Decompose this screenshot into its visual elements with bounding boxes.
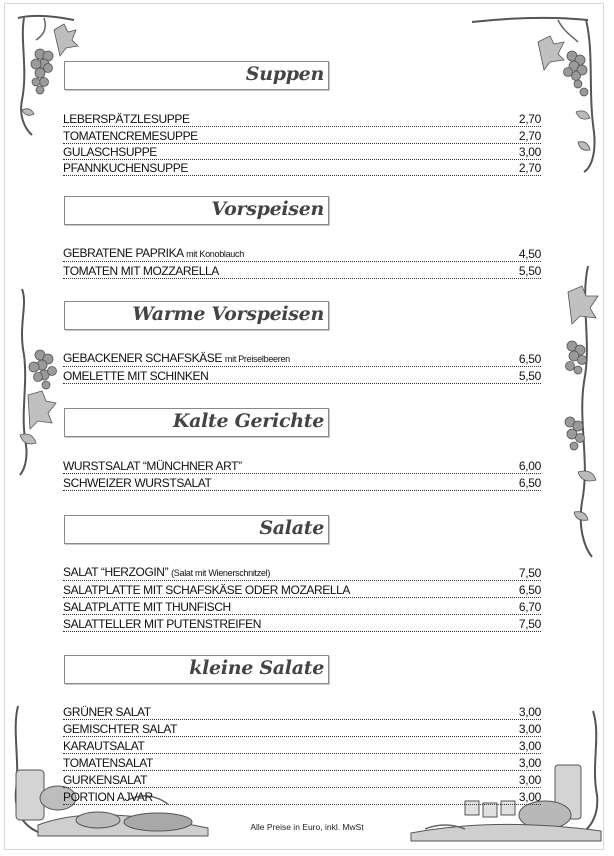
- menu-item-price: 6,70: [518, 600, 541, 614]
- menu-item-row: [63, 703, 541, 720]
- menu-item-name: [63, 246, 244, 261]
- menu-item-price: 3,00: [518, 790, 541, 804]
- section-title: Salate: [259, 517, 324, 539]
- section-header-box: [64, 61, 329, 90]
- menu-item-price: 2,70: [518, 129, 541, 143]
- menu-item-name: SCHWEIZER WURSTSALAT: [63, 476, 212, 490]
- menu-item-name: TOMATENCREMESUPPE: [63, 129, 198, 143]
- menu-item-row: [63, 367, 541, 384]
- menu-item-price: 6,50: [518, 583, 541, 597]
- section-title: Warme Vorspeisen: [132, 303, 324, 325]
- menu-item-name: OMELETTE MIT SCHINKEN: [63, 369, 209, 383]
- menu-item-price: 5,50: [518, 369, 541, 383]
- menu-item-price: 6,50: [518, 352, 541, 366]
- section-header-box: [64, 196, 329, 225]
- section-title: Kalte Gerichte: [172, 410, 324, 432]
- menu-item-row: [63, 581, 541, 598]
- menu-item-note: mit Konoblauch: [186, 249, 244, 259]
- section-header-box: [64, 301, 329, 330]
- menu-item-row: [63, 457, 541, 474]
- menu-item-row: [63, 262, 541, 279]
- menu-item-name: GRÜNER SALAT: [63, 705, 151, 719]
- menu-item-row: [63, 245, 541, 262]
- menu-item-row: [63, 127, 541, 144]
- menu-item-note: mit Preiselbeeren: [224, 354, 290, 364]
- menu-item-name: SALATPLATTE MIT THUNFISCH: [63, 600, 231, 614]
- grape-vine-left-middle-ornament: [14, 285, 64, 480]
- menu-item-price: 3,00: [518, 722, 541, 736]
- menu-item-row: [63, 474, 541, 491]
- menu-item-row: [63, 350, 541, 367]
- menu-item-price: 7,50: [518, 617, 541, 631]
- menu-item-name: PORTION AJVAR: [63, 790, 153, 804]
- menu-item-row: [63, 159, 541, 176]
- menu-item-name: GURKENSALAT: [63, 773, 148, 787]
- menu-item-row: [63, 771, 541, 788]
- menu-item-price: 2,70: [518, 161, 541, 175]
- menu-item-row: [63, 615, 541, 632]
- menu-item-row: [63, 720, 541, 737]
- section-title: Suppen: [245, 63, 324, 85]
- menu-item-name: TOMATEN MIT MOZZARELLA: [63, 264, 219, 278]
- menu-item-name: TOMATENSALAT: [63, 756, 153, 770]
- menu-item-price: 3,00: [518, 705, 541, 719]
- grape-vine-right-middle-ornament: [548, 262, 604, 562]
- menu-item-label: GEBRATENE PAPRIKA: [63, 246, 184, 260]
- menu-item-price: 3,00: [518, 739, 541, 753]
- section-title: Vorspeisen: [211, 198, 324, 220]
- menu-item-name: KARAUTSALAT: [63, 739, 145, 753]
- menu-item-name: GEMISCHTER SALAT: [63, 722, 178, 736]
- menu-item-row: [63, 598, 541, 615]
- menu-item-price: 5,50: [518, 264, 541, 278]
- menu-item-name: LEBERSPÄTZLESUPPE: [63, 112, 190, 126]
- menu-item-price: 3,00: [518, 756, 541, 770]
- menu-item-price: 6,00: [518, 459, 541, 473]
- section-header-box: [64, 408, 329, 437]
- menu-item-price: 3,00: [518, 145, 541, 159]
- menu-item-price: 2,70: [518, 112, 541, 126]
- menu-item-price: 7,50: [518, 566, 541, 580]
- menu-item-name: [63, 565, 270, 580]
- menu-item-name: [63, 351, 290, 366]
- menu-item-row: [63, 788, 541, 805]
- menu-item-row: [63, 564, 541, 581]
- menu-item-note: (Salat mit Wienerschnitzel): [171, 568, 271, 578]
- menu-item-name: SALATPLATTE MIT SCHAFSKÄSE ODER MOZARELLA: [63, 583, 351, 597]
- section-header-box: [64, 515, 329, 544]
- menu-item-price: 4,50: [518, 247, 541, 261]
- menu-item-price: 6,50: [518, 476, 541, 490]
- menu-item-name: GULASCHSUPPE: [63, 145, 157, 159]
- menu-item-label: GEBACKENER SCHAFSKÄSE: [63, 351, 222, 365]
- section-title: kleine Salate: [189, 657, 324, 679]
- menu-item-label: SALAT “HERZOGIN”: [63, 565, 169, 579]
- menu-item-name: WURSTSALAT “MÜNCHNER ART”: [63, 459, 242, 473]
- menu-item-price: 3,00: [518, 773, 541, 787]
- menu-item-row: [63, 110, 541, 127]
- menu-item-row: [63, 754, 541, 771]
- menu-item-row: [63, 737, 541, 754]
- menu-item-name: PFANNKUCHENSUPPE: [63, 161, 188, 175]
- menu-item-name: SALATTELLER MIT PUTENSTREIFEN: [63, 617, 261, 631]
- menu-item-row: [63, 143, 541, 160]
- price-footnote: Alle Preise in Euro, inkl. MwSt: [250, 822, 364, 832]
- section-header-box: [64, 655, 329, 684]
